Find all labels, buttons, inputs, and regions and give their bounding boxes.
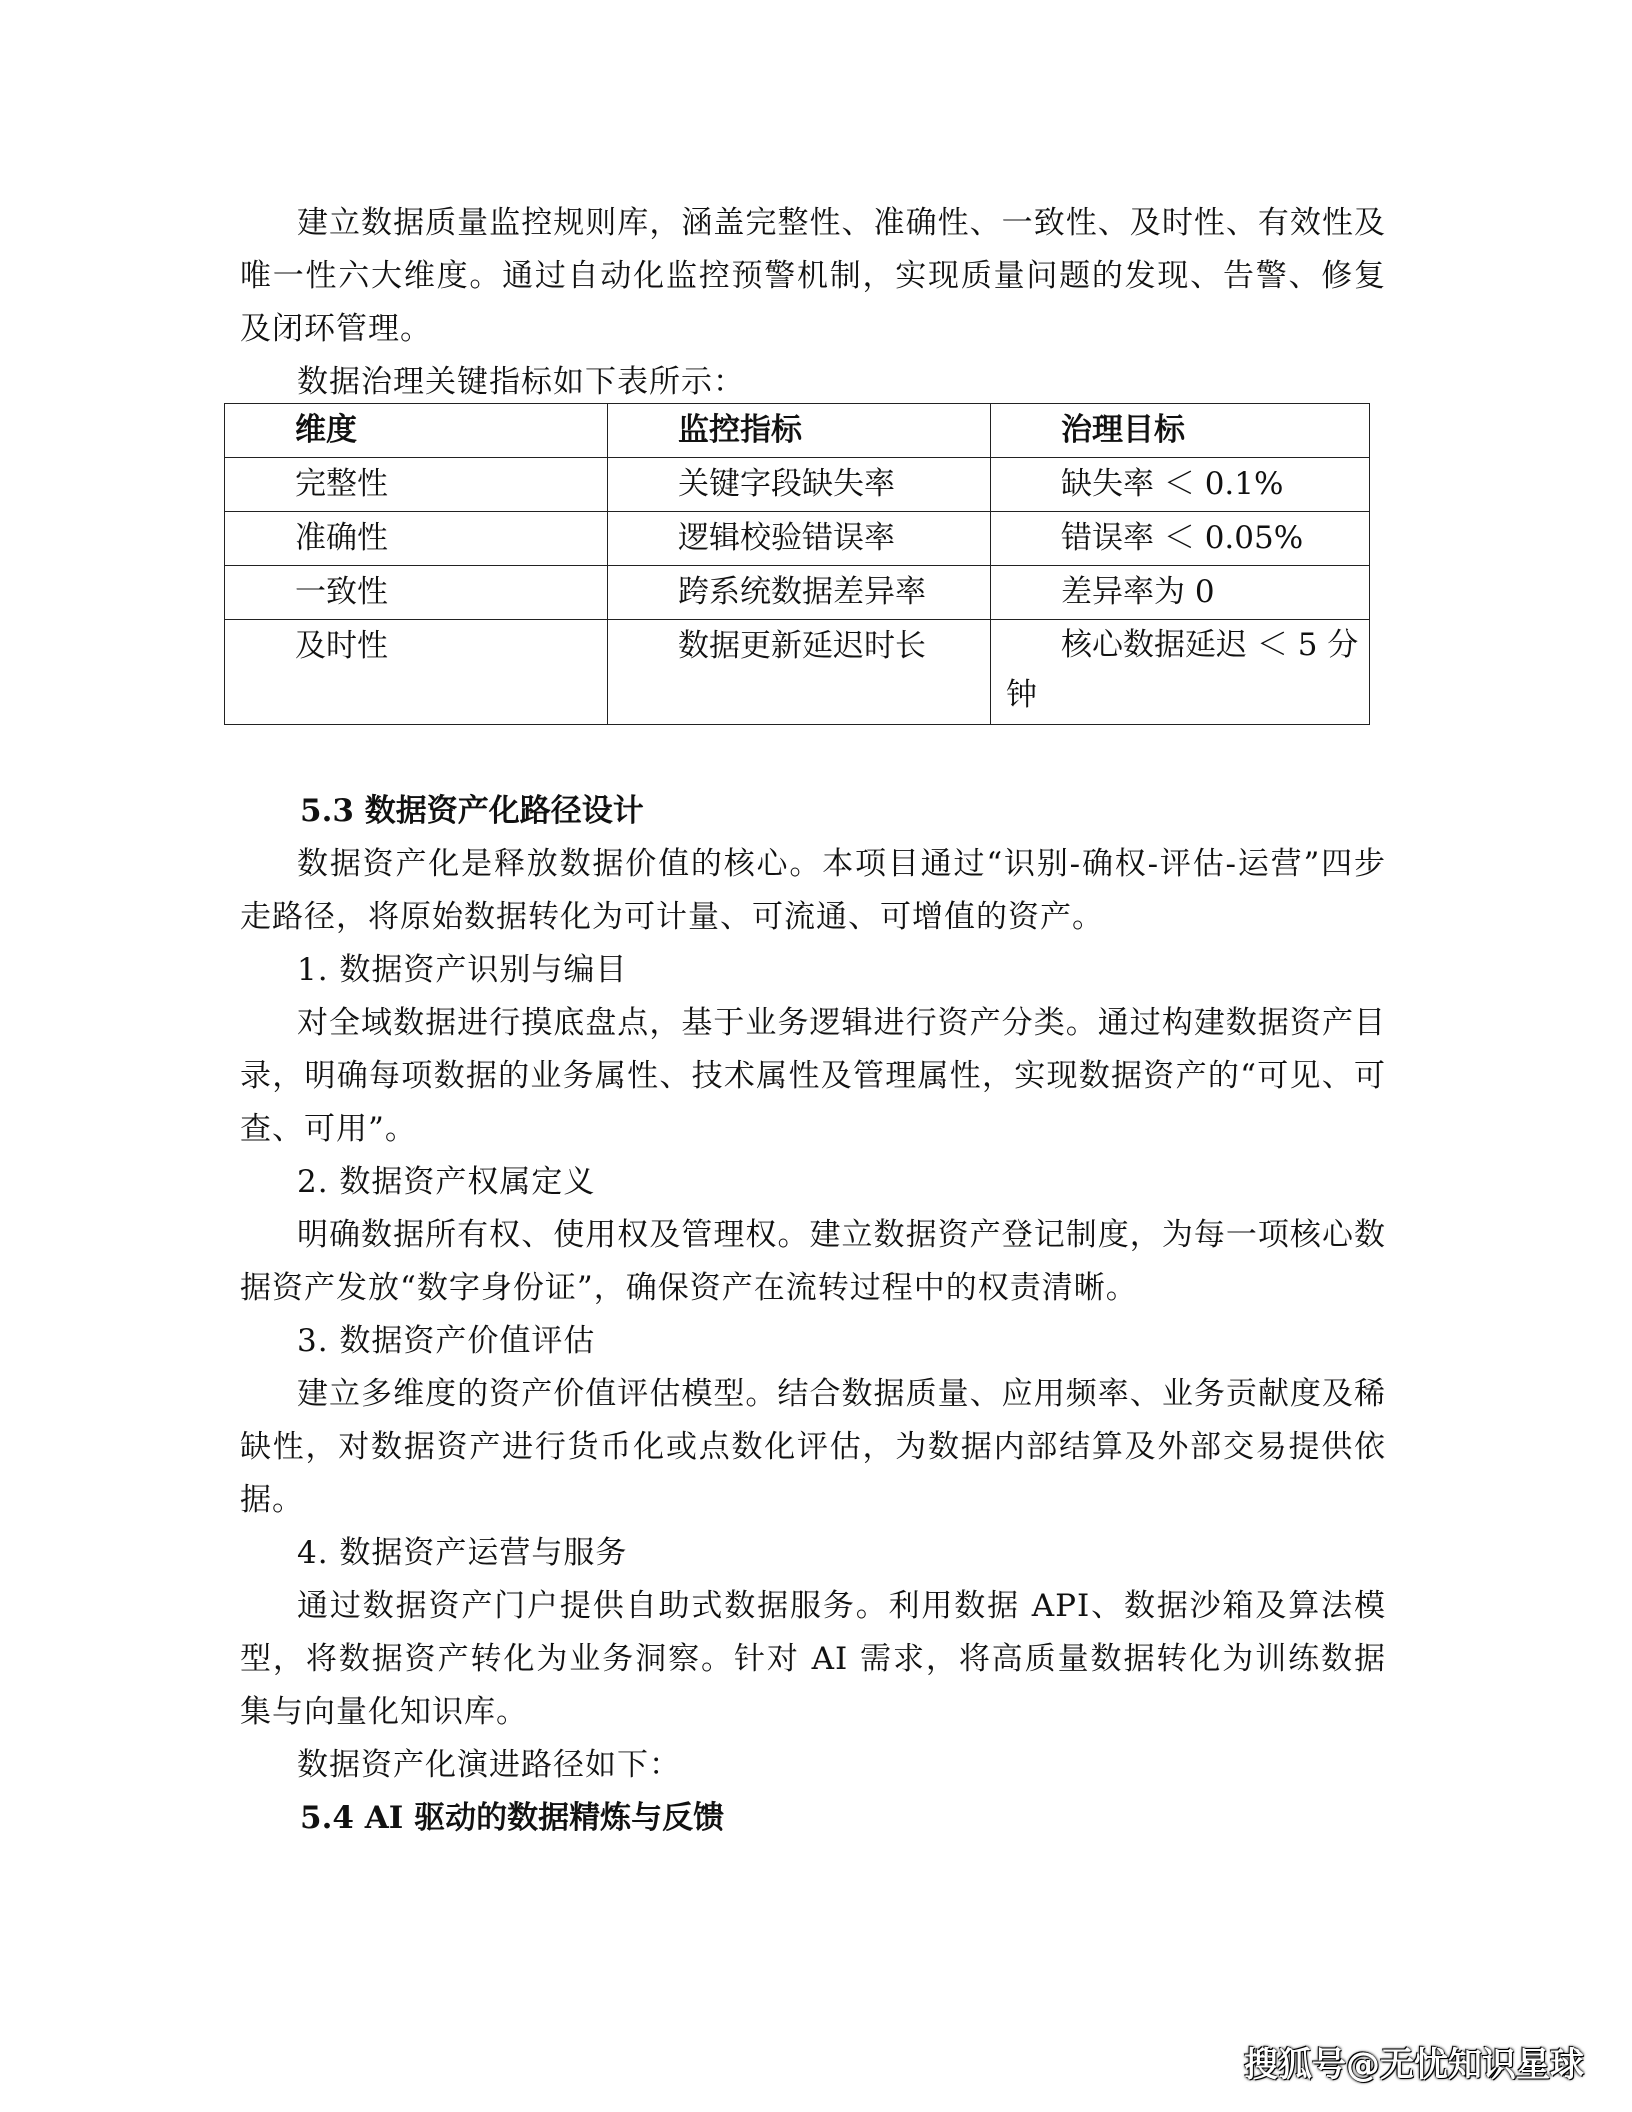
step-1-body: 对全域数据进行摸底盘点，基于业务逻辑进行资产分类。通过构建数据资产目录，明确每项数据的业务属性、技术属性及管理属性，实现数据资产的“可见、可查、可用”。 [240,1005,1386,1147]
cell-indicator: 跨系统数据差异率 [608,566,991,620]
table-row [225,512,1370,566]
table-row [225,620,1370,725]
cell-indicator: 数据更新延迟时长 [608,620,991,725]
header-dimension: 维度 [225,404,608,458]
header-indicator: 监控指标 [608,404,991,458]
intro-paragraph: 建立数据质量监控规则库，涵盖完整性、准确性、一致性、及时性、有效性及唯一性六大维度。通过自动化监控预警机制，实现质量问题的发现、告警、修复及闭环管理。 [240,205,1386,347]
governance-metrics-table [224,403,1370,725]
table-row [225,458,1370,512]
cell-target: 差异率为 0 [991,566,1370,620]
watermark: 搜狐号@无忧知识星球 [1244,2045,1584,2085]
cell-dimension: 准确性 [225,512,608,566]
step-4-body: 通过数据资产门户提供自助式数据服务。利用数据 API、数据沙箱及算法模型，将数据资产转化为业务洞察。针对 AI 需求，将高质量数据转化为训练数据集与向量化知识库。 [240,1588,1386,1730]
cell-dimension: 及时性 [225,620,608,725]
cell-dimension: 一致性 [225,566,608,620]
step-3-title: 3. 数据资产价值评估 [297,1323,596,1359]
table-header-row [225,404,1370,458]
cell-indicator: 逻辑校验错误率 [608,512,991,566]
cell-target [991,620,1370,725]
cell-indicator: 关键字段缺失率 [608,458,991,512]
step-3-body: 建立多维度的资产价值评估模型。结合数据质量、应用频率、业务贡献度及稀缺性，对数据资产进行货币化或点数化评估，为数据内部结算及外部交易提供依据。 [240,1376,1386,1518]
cell-target: 缺失率 ＜ 0.1% [991,458,1370,512]
path-caption: 数据资产化演进路径如下： [297,1747,681,1783]
step-2-title: 2. 数据资产权属定义 [297,1164,596,1200]
section-heading-5-3: 5.3 数据资产化路径设计 [300,793,644,829]
cell-dimension: 完整性 [225,458,608,512]
step-4-title: 4. 数据资产运营与服务 [297,1535,628,1571]
section-5-3-intro: 数据资产化是释放数据价值的核心。本项目通过“识别-确权-评估-运营”四步走路径，将原始数据转化为可计量、可流通、可增值的资产。 [240,846,1386,935]
cell-target: 错误率 ＜ 0.05% [991,512,1370,566]
cell-target-text: 核心数据延迟 ＜ 5 分钟 [1006,627,1359,713]
header-target: 治理目标 [991,404,1370,458]
step-2-body: 明确数据所有权、使用权及管理权。建立数据资产登记制度，为每一项核心数据资产发放“数字身份证”，确保资产在流转过程中的权责清晰。 [240,1217,1386,1306]
table-caption: 数据治理关键指标如下表所示： [297,364,745,400]
step-1-title: 1. 数据资产识别与编目 [297,952,628,988]
table-row [225,566,1370,620]
section-heading-5-4: 5.4 AI 驱动的数据精炼与反馈 [300,1800,725,1836]
